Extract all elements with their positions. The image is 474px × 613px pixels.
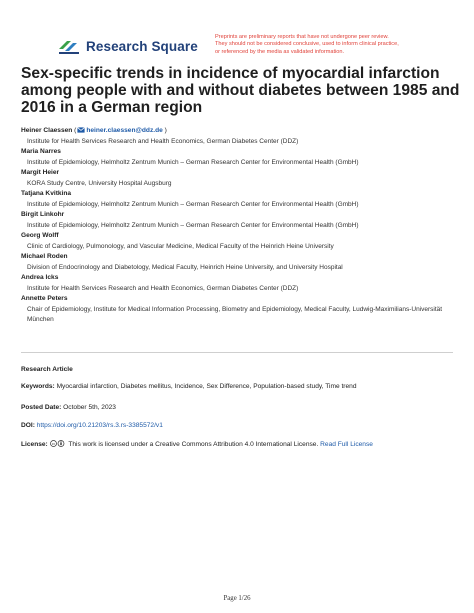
license-line (21, 440, 461, 449)
author-affiliation: Division of Endocrinology and Diabetology, Medical Faculty, Heinrich Heine University, and University Hospital (27, 263, 343, 271)
disclaimer-line: They should not be considered conclusive, used to inform clinical practice, (215, 41, 399, 48)
author-name: Heiner Claessen (21, 127, 73, 134)
author-affiliation: KORA Study Centre, University Hospital Augsburg (27, 179, 172, 187)
author-name: Margit Heier (21, 169, 60, 176)
author-email-link[interactable]: heiner.claessen@ddz.de (86, 127, 163, 134)
author-entry (21, 231, 461, 252)
author-entry (21, 273, 461, 294)
disclaimer-line: or referenced by the media as validated information. (215, 48, 345, 55)
email-wrapper: ( heiner.claessen@ddz.de ) (74, 127, 167, 134)
author-affiliation: Institute for Health Services Research and Health Economics, German Diabetes Center (DDZ) (27, 137, 299, 145)
read-full-license-link[interactable]: Read Full License (320, 441, 373, 448)
author-entry (21, 252, 461, 273)
author-name: Michael Roden (21, 253, 68, 260)
author-name: Georg Wolff (21, 232, 59, 239)
author-name: Andrea Icks (21, 274, 59, 281)
author-entry (21, 210, 461, 231)
author-name: Annette Peters (21, 295, 68, 302)
article-type: Research Article (21, 366, 73, 373)
article-title: Sex-specific trends in incidence of myocardial infarction among people with and without diabetes between 1985 and 2016 in a German region (21, 65, 460, 116)
preprint-disclaimer (215, 34, 455, 56)
license-label: License: (21, 441, 48, 448)
posted-date-line (21, 403, 461, 412)
svg-text:cc: cc (51, 441, 55, 446)
author-entry (21, 294, 461, 326)
author-affiliation: Chair of Epidemiology, Institute for Medical Information Processing, Biometry and Epidemiology, Medical Faculty, Ludwig-Maximilians-Universität München (27, 305, 443, 323)
author-affiliation: Institute for Health Services Research and Health Economics, German Diabetes Center (DDZ) (27, 284, 299, 292)
author-affiliation: Institute of Epidemiology, Helmholtz Zentrum Munich – German Research Center for Environmental Health (GmbH) (27, 200, 359, 208)
author-affiliation: Institute of Epidemiology, Helmholtz Zentrum Munich – German Research Center for Environmental Health (GmbH) (27, 158, 359, 166)
keywords-value: Myocardial infarction, Diabetes mellitus, Incidence, Sex Difference, Population-based study, Time trend (56, 383, 357, 390)
author-affiliation: Clinic of Cardiology, Pulmonology, and Vascular Medicine, Medical Faculty of the Heinrich Heine University (27, 242, 334, 250)
author-list (21, 126, 461, 326)
author-name: Maria Narres (21, 148, 61, 155)
doi-line (21, 421, 461, 430)
author-name: Birgit Linkohr (21, 211, 65, 218)
posted-date-value: October 5th, 2023 (63, 404, 116, 411)
author-affiliation: Institute of Epidemiology, Helmholtz Zentrum Munich – German Research Center for Environmental Health (GmbH) (27, 221, 359, 229)
disclaimer-line: Preprints are preliminary reports that have not undergone peer review. (215, 34, 389, 40)
research-square-logo[interactable] (57, 37, 198, 55)
page-number: Page 1/26 (223, 595, 251, 602)
author-entry (21, 189, 461, 210)
cc-icon (50, 441, 56, 447)
keywords-line (21, 382, 461, 391)
author-entry (21, 147, 461, 168)
author-entry (21, 168, 461, 189)
cc-by-icons (50, 440, 65, 447)
research-square-logo-icon (57, 37, 81, 55)
author-entry (21, 126, 461, 147)
author-name: Tatjana Kvitkina (21, 190, 72, 197)
doi-label: DOI: (21, 422, 35, 429)
mail-icon (77, 127, 85, 133)
doi-link[interactable]: https://doi.org/10.21203/rs.3.rs-3385572/v1 (36, 422, 163, 429)
by-icon (58, 441, 64, 447)
keywords-label: Keywords: (21, 383, 55, 390)
section-divider (21, 352, 453, 353)
logo-text: Research Square (86, 38, 198, 54)
posted-date-label: Posted Date: (21, 404, 62, 411)
license-text: This work is licensed under a Creative Commons Attribution 4.0 International License. (68, 441, 319, 448)
